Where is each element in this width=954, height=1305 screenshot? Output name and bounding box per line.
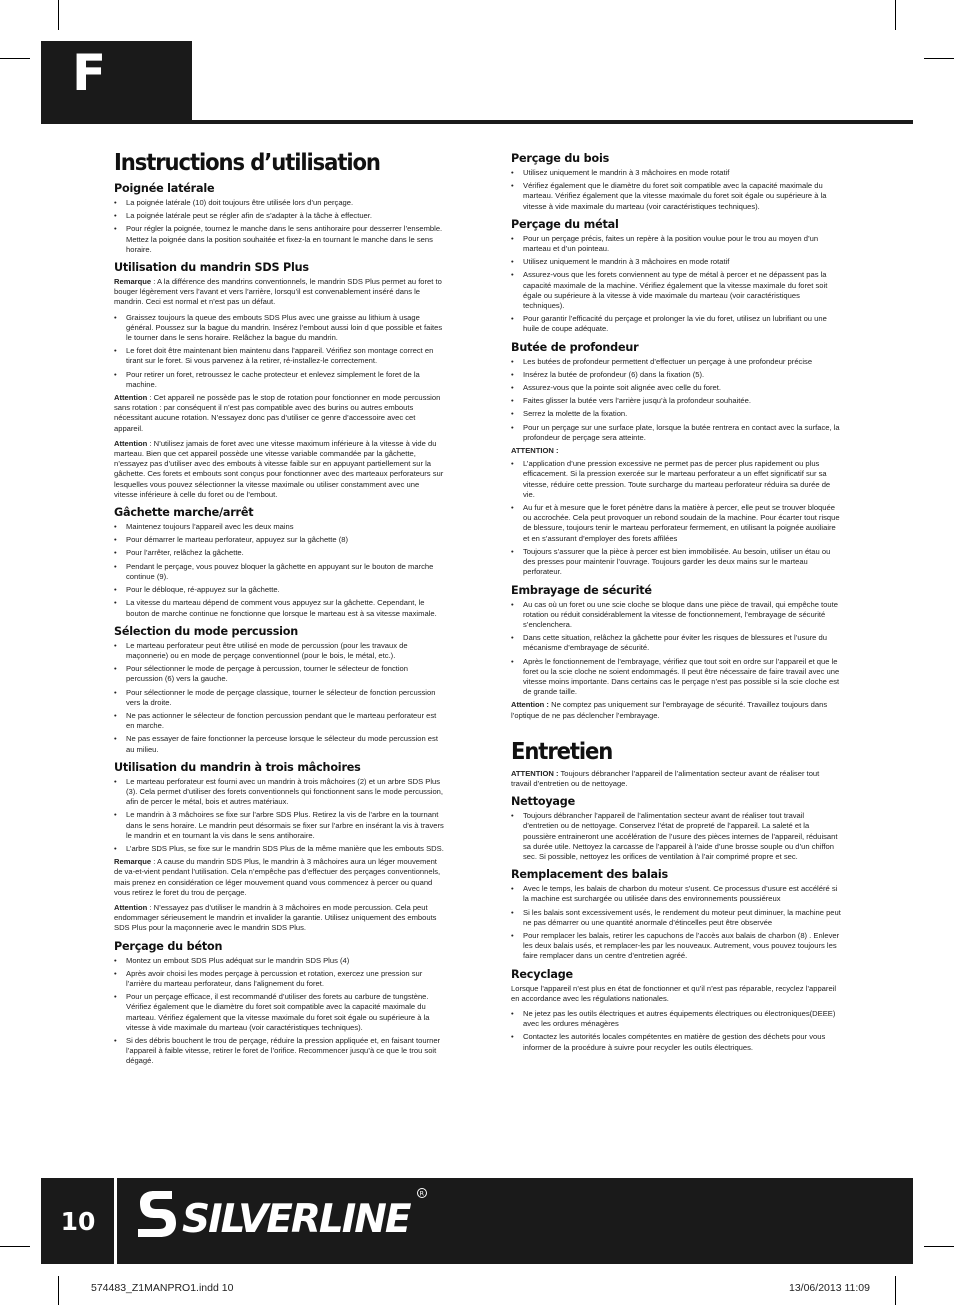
list-item: • Ne pas actionner le sélecteur de fonction percussion pendant que le marteau perforateur est en marche. — [114, 711, 444, 731]
heading-sds: Utilisation du mandrin SDS Plus — [114, 261, 309, 275]
attention-paragraph: ATTENTION : Toujours débrancher l’appareil de l’alimentation secteur avant de réaliser tout travail d’entretien ou de nettoyage. — [511, 768, 820, 788]
remark-paragraph: Remarque : A cause du mandrin SDS Plus, le mandrin à 3 mâchoires aura un léger mouvement de va-et-vient pendant l’utilisation. Cela n’empêche pas d’effectuer des perçages conventionnels, mais prenez en considération ce léger mouvement quand vous commencez à percer ou quand vous retirez le foret du trou de perçage. — [114, 857, 441, 897]
list-item: • Le marteau perforateur peut être utilisé en mode de percussion (pour les travaux de maçonnerie) ou en mode de perçage conventionnel (pour le bois, le métal, etc.). — [114, 641, 444, 661]
list-item: • Avec le temps, les balais de charbon du moteur s’usent. Ce processus d’usure est accéléré si la machine est surchargée ou utilisée dans des environnements poussiéreux — [511, 884, 841, 904]
crop-mark — [895, 1276, 896, 1305]
list-item: • Faites glisser la butée vers l’arrière jusqu’à la profondeur souhaitée. — [511, 396, 841, 406]
list-item: • Maintenez toujours l’appareil avec les deux mains — [114, 522, 444, 532]
list-item: • Après le fonctionnement de l’embrayage, vérifiez que tout soit en ordre sur l’appareil et que le foret ou la scie cloche ne soient endommagés. Il peut être nécessaire de faire travail avec une vitesse moins importante. Dans certains cas le perçage n’est pas possible si la scie cloche est de grande taille. — [511, 657, 841, 698]
list-gachette — [114, 522, 444, 619]
list-item: • L’application d’une pression excessive ne permet pas de percer plus rapidement ou plus efficacement. Si la pression exercée sur le marteau perforateur a un effet significatif sur sa vitesse, réduire cette pression. Toute surcharge du marteau perforateur réduira sa durée de vie. — [511, 459, 841, 500]
list-item: • Assurez-vous que les forets conviennent au type de métal à percer et ne dépassent pas la capacité maximale de la machine. Vérifiez également que la vitesse maximale du foret soit égale ou supérieure à la vitesse à vide maximale du marteau (voir caractéristiques techniques). — [511, 270, 841, 311]
left-column — [114, 150, 444, 1070]
list-item: • L’arbre SDS Plus, se fixe sur le mandrin SDS Plus de la même manière que les embouts SDS. — [114, 844, 444, 854]
list-item: • Pour un perçage efficace, il est recommandé d’utiliser des forets au carbure de tungstène. Vérifiez également que le diamètre du foret soit compatible avec la capacité maximale du marteau. Vérifiez également que la vitesse maximale du foret soit égale ou supérieure à la vitesse à vide maximale du marteau (voir caractéristiques techniques). — [114, 992, 444, 1033]
attention-paragraph: Attention : Ne comptez pas uniquement sur l’embrayage de sécurité. Travaillez toujours dans l’optique de ne pas déclencher l’embrayage. — [511, 700, 828, 720]
list-item: • Pour l’arrêter, relâchez la gâchette. — [114, 548, 444, 558]
page-number: 10 — [60, 1206, 96, 1236]
list-butee-attention — [511, 459, 841, 577]
list-item: • Ne pas essayer de faire fonctionner la perceuse lorsque le sélecteur du mode percussion est au milieu. — [114, 734, 444, 754]
brand-wordmark: SILVERLINE — [182, 1197, 410, 1242]
list-poignee — [114, 198, 444, 255]
crop-mark — [895, 0, 896, 30]
list-embrayage — [511, 600, 841, 698]
list-item: • Pour garantir l’efficacité du perçage et prolonger la vie du foret, utilisez un lubrifiant ou une huile de coupe adéquate. — [511, 314, 841, 334]
crop-mark — [58, 1276, 59, 1305]
list-item: • Pour régler la poignée, tournez le manche dans le sens antihoraire pour desserrer l’ensemble. Mettez la poignée dans la position souhaitée et fixez-la en tournant le manche dans le sens horaire. — [114, 224, 444, 255]
list-item: • Montez un embout SDS Plus adéquat sur le mandrin SDS Plus (4) — [114, 956, 444, 966]
list-item: • Pour le débloque, ré-appuyez sur la gâchette. — [114, 585, 444, 595]
list-item: • Assurez-vous que la pointe soit alignée avec celle du foret. — [511, 383, 841, 393]
list-balais — [511, 884, 841, 961]
heading-recyclage: Recyclage — [511, 967, 573, 981]
attention-paragraph: Attention : Cet appareil ne possède pas le stop de rotation pour fonctionner en mode percussion sans rotation : par conséquent il n’est pas compatible avec des burins ou autres embouts nécessitant aucune rotation. N’essayez donc pas d’utiliser ce genre d’accessoire avec cet appareil. — [114, 393, 441, 433]
attention-paragraph: Attention : N’essayez pas d’utiliser le mandrin à 3 mâchoires en mode percussion. Cela peut endommager sérieusement le mandrin et invalider la garantie. Utilisez uniquement des embouts SDS Plus pour la maçonnerie avec le mandrin SDS Plus. — [114, 902, 437, 933]
crop-mark — [0, 1246, 30, 1247]
remark-paragraph: Remarque : A la différence des mandrins conventionnels, le mandrin SDS Plus permet au foret to bouger légèrement vers l’avant et vers l’arrière, lorsqu’il est convenablement inséré dans le mandrin. Ceci est normal et n’est pas un défaut. — [114, 277, 442, 307]
list-item: • Graissez toujours la queue des embouts SDS Plus avec une graisse au lithium à usage général. Poussez sur la bague du mandrin. Insérez l’embout aussi loin d que possible et faites le tourner dans le sens horaire. Relâchez la bague du mandrin. — [114, 313, 444, 344]
list-item: • Pour un perçage sur une surface plate, lorsque la butée rentrera en contact avec la surface, la profondeur de perçage sera atteinte. — [511, 423, 841, 443]
heading-gachette: Gâchette marche/arrêt — [114, 506, 254, 520]
list-item: • Si des débris bouchent le trou de perçage, réduire la pression appliquée et, en faisant tourner l’appareil à faible vitesse, retirer le foret de l’orifice. Recommencer jusqu’à ce que le trou soit dégagé. — [114, 1036, 444, 1067]
header-rule — [41, 120, 913, 124]
list-butee — [511, 357, 841, 443]
heading-embrayage: Embrayage de sécurité — [511, 583, 652, 597]
heading-butee: Butée de profondeur — [511, 340, 639, 354]
list-item: • Insérez la butée de profondeur (6) dans la fixation (5). — [511, 370, 841, 380]
heading-percussion: Sélection du mode percussion — [114, 624, 299, 638]
list-item: • Pour remplacer les balais, retirer les capuchons de l’accès aux balais de charbon (8) . Enlever les deux balais usés, et remplacer-les par les nouveaux. Autrement, vous pouvez toujours les faire remplacer dans un centre d’entretien agréé. — [511, 931, 841, 962]
list-nettoyage — [511, 811, 841, 862]
silverline-logo — [132, 1185, 432, 1245]
svg-text:R: R — [419, 1189, 425, 1198]
list-item: • Les butées de profondeur permettent d’effectuer un perçage à une profondeur précise — [511, 357, 841, 367]
list-item: • La poignée latérale peut se régler afin de s’adapter à la tâche à effectuer. — [114, 211, 444, 221]
footer-divider — [114, 1178, 117, 1264]
section-title-entretien: Entretien — [511, 738, 613, 765]
list-item: • Au fur et à mesure que le foret pénètre dans la matière à percer, elle peut se trouver bloquée ou accrochée. Cela peut provoquer un rebond soudain de la machine. Pour écarter tout risque de blessure, toujours tenir le marteau perforateur fermement, en utilisant la poignée auxiliaire et en s’assurant d’employer des forets affilées — [511, 503, 841, 544]
crop-mark — [0, 58, 30, 59]
crop-mark — [58, 0, 59, 30]
list-item: • Après avoir choisi les modes perçage à percussion et rotation, exercez une pression sur l’arrière du marteau perforateur, dans l’alignement du foret. — [114, 969, 444, 989]
heading-metal: Perçage du métal — [511, 217, 619, 231]
list-item: • Contactez les autorités locales compétentes en matière de gestion des déchets pour vous informer de la procédure à suivre pour recycler les outils électriques. — [511, 1032, 841, 1052]
list-beton — [114, 956, 444, 1067]
list-recyclage — [511, 1009, 841, 1053]
list-trois-machoires — [114, 777, 444, 854]
list-sds — [114, 313, 444, 390]
list-item: • Dans cette situation, relâchez la gâchette pour éviter les risques de blessures et l’usure du mécanisme d’embrayage de sécurité. — [511, 633, 841, 653]
list-item: • Pour un perçage précis, faites un repère à la position voulue pour le trou au moyen d’un marteau et d’un pointeau. — [511, 234, 841, 254]
heading-trois-machoires: Utilisation du mandrin à trois mâchoires — [114, 760, 361, 774]
slug-filename: 574483_Z1MANPRO1.indd 10 — [91, 1282, 234, 1294]
recyclage-paragraph: Lorsque l’appareil n’est plus en état de fonctionner et qu’il n’est pas réparable, recyclez l’appareil en accordance avec les régulations nationales. — [511, 983, 837, 1003]
list-item: • Pour démarrer le marteau perforateur, appuyez sur la gâchette (8) — [114, 535, 444, 545]
page-title: Instructions d’utilisation — [114, 150, 380, 176]
list-percussion — [114, 641, 444, 755]
list-item: • Au cas où un foret ou une scie cloche se bloque dans une pièce de travail, qui empêche toute rotation ou réduit considérablement la vitesse de fonctionnement, l’embrayage de sécurité s’enclenchera. — [511, 600, 841, 631]
list-item: • La vitesse du marteau dépend de comment vous appuyez sur la gâchette. Cependant, le bouton de marche continue ne fonctionne que lorsque le marteau est à sa vitesse maximale. — [114, 598, 444, 618]
list-item: • Toujours débrancher l’appareil de l’alimentation secteur avant de réaliser tout travail d’entretien ou de nettoyage. Conservez l’état de propreté de l’appareil. La saleté et la poussière entraineront une accélération de l’usure des pièces internes de l’appareil, réduisant sa durée utile. Nettoyez la carcasse de l’appareil à l’aide d’une brosse souple ou d’un chiffon sec. Si possible, nettoyez les orifices de ventilation à l’air comprimé propre et sec. — [511, 811, 841, 862]
list-item: • Utilisez uniquement le mandrin à 3 mâchoires en mode rotatif — [511, 257, 841, 267]
list-item: • Ne jetez pas les outils électriques et autres équipements électriques ou électroniques(DEEE) avec les ordures ménagères — [511, 1009, 841, 1029]
list-bois — [511, 168, 841, 212]
list-item: • Pour retirer un foret, retroussez le cache protecteur et enlevez simplement le foret de la machine. — [114, 370, 444, 390]
list-item: • Utilisez uniquement le mandrin à 3 mâchoires en mode rotatif — [511, 168, 841, 178]
list-item: • Pendant le perçage, vous pouvez bloquer la gâchette en appuyant sur le bouton de marche continue (9). — [114, 562, 444, 582]
list-item: • Le mandrin à 3 mâchoires se fixe sur l’arbre SDS Plus. Retirez la vis de l’arbre en la tournant dans le sens horaire. Le mandrin peut désormais se fixer sur l’arbre en insérant la vis à travers le mandrin et en tournant la vis dans le sens antihoraire. — [114, 810, 444, 841]
list-item: • Serrez la molette de la fixation. — [511, 409, 841, 419]
crop-mark — [924, 1246, 954, 1247]
heading-bois: Perçage du bois — [511, 152, 610, 165]
list-metal — [511, 234, 841, 335]
heading-balais: Remplacement des balais — [511, 868, 668, 882]
section-letter: F — [72, 44, 107, 102]
crop-mark — [924, 58, 954, 59]
heading-beton: Perçage du béton — [114, 939, 223, 953]
attention-paragraph: Attention : N’utilisez jamais de foret avec une vitesse maximum inférieure à la vitesse à vide du marteau. Bien que cet appareil possède une vitesse variable commandée par la gâchette, n’essayez pas d’utiliser avec des embouts à vitesse faible sur en appuyant partiellement sur la gâchette. Ces forets et embouts sont conçus pour fonctionner avec des marteaux perforateurs sur lesquelles vous pouvez sélectionner la vitesse maximale ou utiliser constamment avec une vitesse inférieure à celle du foret ou de l’embout. — [114, 438, 444, 499]
list-item: • Pour sélectionner le mode de perçage classique, tourner le sélecteur de fonction percussion vers la droite. — [114, 688, 444, 708]
heading-poignee: Poignée latérale — [114, 182, 215, 195]
list-item: • Pour sélectionner le mode de perçage à percussion, tourner le sélecteur de fonction percussion (6) vers la gauche. — [114, 664, 444, 684]
list-item: • Le foret doit être maintenant bien maintenu dans l’appareil. Vérifiez son montage correct en tirant sur le foret. Si vous parvenez à la retirer, ré-installez-le correctement. — [114, 346, 444, 366]
section-tab — [41, 41, 192, 122]
right-column — [511, 150, 841, 1056]
list-item: • Vérifiez également que le diamètre du foret soit compatible avec la capacité maximale du marteau. Vérifiez également que la vitesse maximale du foret soit égale ou supérieure à la vitesse à vide maximale du marteau (voir caractéristiques techniques). — [511, 181, 841, 212]
slug-date: 13/06/2013 11:09 — [789, 1282, 870, 1294]
list-item: • La poignée latérale (10) doit toujours être utilisée lors d’un perçage. — [114, 198, 444, 208]
list-item: • Si les balais sont excessivement usés, le rendement du moteur peut diminuer, la machine peut ne pas démarrer ou une quantité anormale d’étincelles peut être observée — [511, 908, 841, 928]
list-item: • Toujours s’assurer que la pièce à percer est bien immobilisée. Au besoin, utiliser un étau ou des presses pour maintenir l’ouvrage. Toujours garder les deux mains sur le marteau perforateur. — [511, 547, 841, 578]
heading-nettoyage: Nettoyage — [511, 795, 575, 809]
attention-label: ATTENTION : — [511, 446, 559, 456]
list-item: • Le marteau perforateur est fourni avec un mandrin à trois mâchoires (2) et un arbre SDS Plus (3). Cela permet d’utiliser des forets conventionnels qui fonctionnent sans le mode percussion, afin de percer le métal, bois et autres matériaux. — [114, 777, 444, 808]
